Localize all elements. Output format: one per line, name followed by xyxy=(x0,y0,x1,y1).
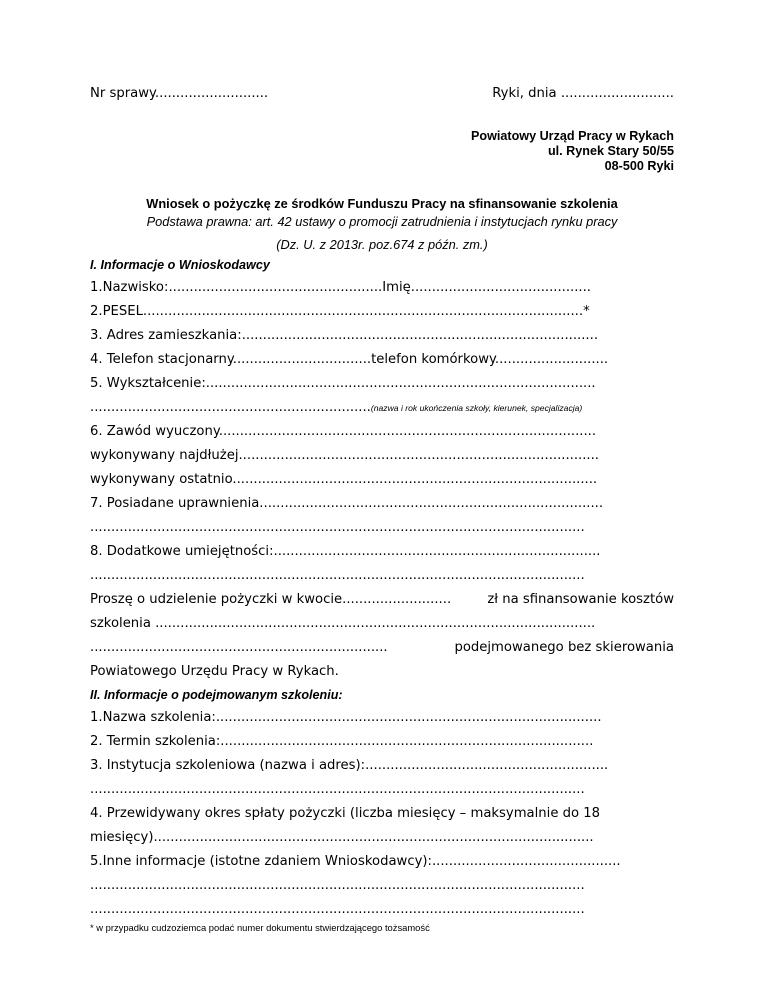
phone-line[interactable]: 4. Telefon stacjonarny.................................telefon komórkowy........................... xyxy=(90,352,609,367)
last-job-line[interactable]: wykonywany ostatnio....................................................................................... xyxy=(90,472,598,487)
office-name: Powiatowy Urząd Pracy w Rykach xyxy=(471,129,674,143)
loan-purpose-text: zł na sfinansowanie kosztów xyxy=(487,592,674,607)
training-institution-line[interactable]: 3. Instytucja szkoleniowa (nazwa i adres):.......................................................... xyxy=(90,758,609,773)
legal-basis: Podstawa prawna: art. 42 ustawy o promocji zatrudnienia i instytucjach rynku pracy xyxy=(146,214,618,229)
education-details-dots: ................................................................... xyxy=(90,400,371,415)
case-number: Nr sprawy........................... xyxy=(90,86,269,101)
form-title: Wniosek o pożyczkę ze środków Funduszu Pracy na sfinansowanie szkolenia xyxy=(146,196,618,211)
profession-line[interactable]: 6. Zawód wyuczony.......................................................................................... xyxy=(90,424,597,439)
longest-job-line[interactable]: wykonywany najdłużej...................................................................................... xyxy=(90,448,599,463)
permissions-continuation[interactable]: ...................................................................................................................... xyxy=(90,520,585,535)
section-applicant-heading: I. Informacje o Wnioskodawcy xyxy=(90,258,270,272)
training-name-line[interactable]: 1.Nazwa szkolenia:............................................................................................ xyxy=(90,710,602,725)
education-line[interactable]: 5. Wykształcenie:............................................................................................. xyxy=(90,376,596,391)
no-referral-dots: ....................................................................... xyxy=(90,640,388,655)
no-referral-line[interactable] xyxy=(90,640,674,656)
permissions-line[interactable]: 7. Posiadane uprawnienia.................................................................................. xyxy=(90,496,604,511)
office-city: 08-500 Ryki xyxy=(604,159,674,173)
loan-amount-line[interactable] xyxy=(90,592,674,608)
skills-continuation[interactable]: ...................................................................................................................... xyxy=(90,568,585,583)
surname-line[interactable]: 1.Nazwisko:...................................................Imię........................................... xyxy=(90,280,592,295)
skills-line[interactable]: 8. Dodatkowe umiejętności:.............................................................................. xyxy=(90,544,601,559)
training-term-line[interactable]: 2. Termin szkolenia:......................................................................................... xyxy=(90,734,594,749)
education-details-line[interactable] xyxy=(90,400,674,416)
repayment-period-value[interactable]: miesięcy)......................................................................................................... xyxy=(90,830,594,845)
training-cost-line[interactable]: szkolenia ......................................................................................................... xyxy=(90,616,596,631)
training-institution-continuation[interactable]: ...................................................................................................................... xyxy=(90,782,585,797)
other-info-line[interactable]: 5.Inne informacje (istotne zdaniem Wnioskodawcy):............................................. xyxy=(90,854,621,869)
office-reference-line: Powiatowego Urzędu Pracy w Rykach. xyxy=(90,664,339,679)
no-referral-text: podejmowanego bez skierowania xyxy=(454,640,674,655)
education-details-note: (nazwa i rok ukończenia szkoły, kierunek, specjalizacja) xyxy=(370,403,583,413)
place-date: Ryki, dnia ........................... xyxy=(492,86,674,101)
other-info-continuation-1[interactable]: ...................................................................................................................... xyxy=(90,878,585,893)
address-line[interactable]: 3. Adres zamieszkania:..................................................................................... xyxy=(90,328,599,343)
office-street: ul. Rynek Stary 50/55 xyxy=(547,144,674,158)
journal-reference: (Dz. U. z 2013r. poz.674 z późn. zm.) xyxy=(276,237,488,252)
repayment-period-line: 4. Przewidywany okres spłaty pożyczki (liczba miesięcy – maksymalnie do 18 xyxy=(90,806,601,821)
other-info-continuation-2[interactable]: ...................................................................................................................... xyxy=(90,902,585,917)
section-training-heading: II. Informacje o podejmowanym szkoleniu: xyxy=(90,688,343,702)
pesel-line[interactable]: 2.PESEL.........................................................................................................* xyxy=(90,304,590,319)
loan-amount-text: Proszę o udzielenie pożyczki w kwocie.......................... xyxy=(90,592,452,607)
footnote: * w przypadku cudzoziemca podać numer dokumentu stwierdzającego tożsamość xyxy=(90,922,430,933)
